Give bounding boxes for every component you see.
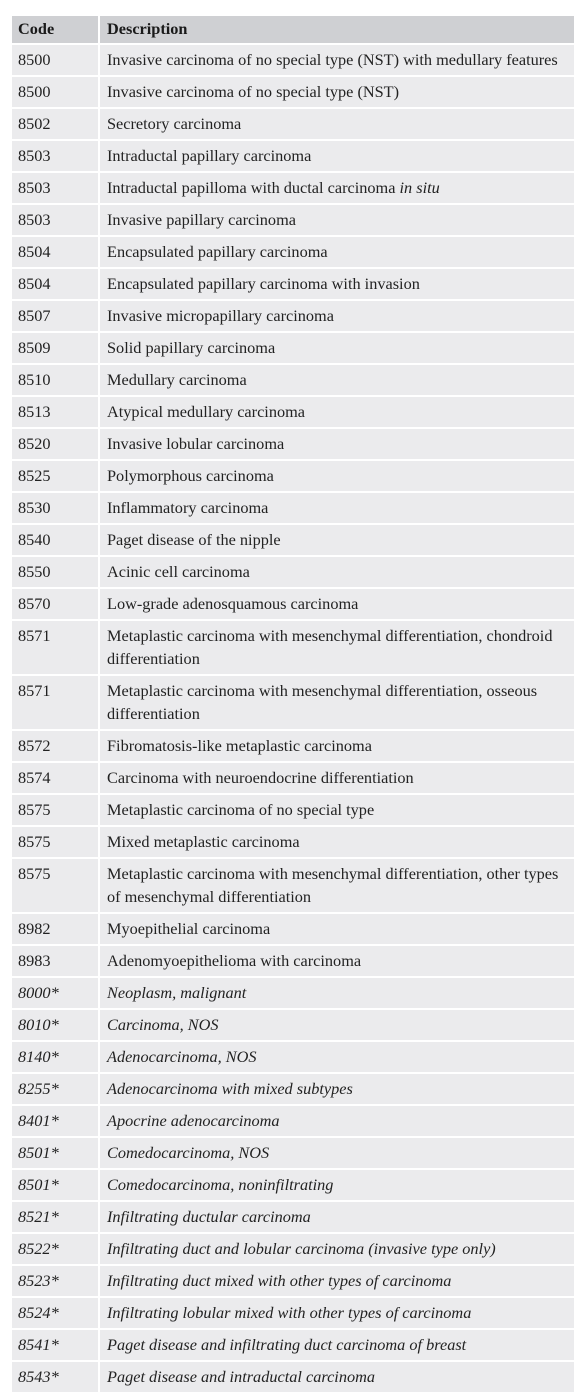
description-cell bbox=[100, 978, 574, 1008]
table-row bbox=[12, 397, 574, 427]
code-cell: 8550 bbox=[12, 557, 100, 587]
description-cell bbox=[100, 1266, 574, 1296]
code-cell: 8525 bbox=[12, 461, 100, 491]
table-row bbox=[12, 237, 574, 267]
code-cell: 8501* bbox=[12, 1170, 100, 1200]
description-text: Acinic cell carcinoma bbox=[107, 562, 250, 581]
table-row bbox=[12, 1234, 574, 1264]
table-row bbox=[12, 365, 574, 395]
description-cell bbox=[100, 1138, 574, 1168]
description-cell bbox=[100, 1330, 574, 1360]
description-cell bbox=[100, 676, 574, 729]
description-text: Myoepithelial carcinoma bbox=[107, 919, 271, 938]
code-cell: 8541* bbox=[12, 1330, 100, 1360]
description-text: Infiltrating ductular carcinoma bbox=[107, 1207, 311, 1226]
code-cell: 8575 bbox=[12, 795, 100, 825]
table-row bbox=[12, 1362, 574, 1392]
table-row bbox=[12, 914, 574, 944]
code-cell: 8982 bbox=[12, 914, 100, 944]
description-cell bbox=[100, 461, 574, 491]
code-cell: 8503 bbox=[12, 205, 100, 235]
code-cell: 8574 bbox=[12, 763, 100, 793]
description-text: Comedocarcinoma, noninfiltrating bbox=[107, 1175, 334, 1194]
table-row bbox=[12, 557, 574, 587]
description-text: Paget disease and intraductal carcinoma bbox=[107, 1367, 375, 1386]
description-cell bbox=[100, 589, 574, 619]
description-cell bbox=[100, 45, 574, 75]
code-cell: 8520 bbox=[12, 429, 100, 459]
description-cell bbox=[100, 173, 574, 203]
description-cell bbox=[100, 301, 574, 331]
table-row bbox=[12, 45, 574, 75]
description-text: Apocrine adenocarcinoma bbox=[107, 1111, 280, 1130]
description-cell bbox=[100, 77, 574, 107]
table-row bbox=[12, 946, 574, 976]
description-text: Atypical medullary carcinoma bbox=[107, 402, 306, 421]
table-row bbox=[12, 1106, 574, 1136]
description-column-header: Description bbox=[100, 16, 574, 43]
code-table bbox=[12, 14, 574, 1394]
table-row bbox=[12, 1330, 574, 1360]
description-text: Infiltrating duct and lobular carcinoma (invasive type only) bbox=[107, 1239, 496, 1258]
code-cell: 8983 bbox=[12, 946, 100, 976]
description-text: Neoplasm, malignant bbox=[107, 983, 247, 1002]
description-cell bbox=[100, 795, 574, 825]
description-text: Solid papillary carcinoma bbox=[107, 338, 276, 357]
description-cell bbox=[100, 763, 574, 793]
table-row bbox=[12, 827, 574, 857]
description-cell bbox=[100, 269, 574, 299]
table-row bbox=[12, 1202, 574, 1232]
code-cell: 8140* bbox=[12, 1042, 100, 1072]
table-row bbox=[12, 1010, 574, 1040]
code-cell: 8500 bbox=[12, 77, 100, 107]
description-text: Paget disease of the nipple bbox=[107, 530, 281, 549]
description-text: Metaplastic carcinoma with mesenchymal differentiation, chondroid differentiation bbox=[107, 626, 553, 668]
description-cell bbox=[100, 1170, 574, 1200]
description-cell bbox=[100, 1042, 574, 1072]
table-row bbox=[12, 269, 574, 299]
description-text: Infiltrating lobular mixed with other types of carcinoma bbox=[107, 1303, 472, 1322]
description-text: Carcinoma, NOS bbox=[107, 1015, 219, 1034]
code-cell: 8570 bbox=[12, 589, 100, 619]
description-cell bbox=[100, 1298, 574, 1328]
code-cell: 8503 bbox=[12, 141, 100, 171]
code-cell: 8507 bbox=[12, 301, 100, 331]
description-text: Metaplastic carcinoma of no special type bbox=[107, 800, 375, 819]
table-row bbox=[12, 676, 574, 729]
description-cell bbox=[100, 946, 574, 976]
description-text: Invasive papillary carcinoma bbox=[107, 210, 296, 229]
description-cell bbox=[100, 621, 574, 674]
description-cell bbox=[100, 1202, 574, 1232]
table-row bbox=[12, 731, 574, 761]
table-row bbox=[12, 859, 574, 912]
code-cell: 8500 bbox=[12, 45, 100, 75]
code-cell: 8523* bbox=[12, 1266, 100, 1296]
description-text: Secretory carcinoma bbox=[107, 114, 242, 133]
code-cell: 8571 bbox=[12, 621, 100, 674]
description-cell bbox=[100, 1074, 574, 1104]
table-row bbox=[12, 525, 574, 555]
code-cell: 8572 bbox=[12, 731, 100, 761]
description-text: Adenocarcinoma with mixed subtypes bbox=[107, 1079, 353, 1098]
description-text: Metaplastic carcinoma with mesenchymal differentiation, other types of mesenchymal differentiation bbox=[107, 864, 559, 906]
description-cell bbox=[100, 141, 574, 171]
description-cell bbox=[100, 1010, 574, 1040]
description-cell bbox=[100, 1106, 574, 1136]
table-body bbox=[12, 45, 574, 1392]
code-cell: 8543* bbox=[12, 1362, 100, 1392]
description-text: Adenocarcinoma, NOS bbox=[107, 1047, 257, 1066]
description-text: Encapsulated papillary carcinoma bbox=[107, 242, 328, 261]
description-cell bbox=[100, 109, 574, 139]
description-cell bbox=[100, 827, 574, 857]
code-cell: 8530 bbox=[12, 493, 100, 523]
table-row bbox=[12, 493, 574, 523]
table-row bbox=[12, 141, 574, 171]
description-text: Paget disease and infiltrating duct carcinoma of breast bbox=[107, 1335, 467, 1354]
description-italic-text: in situ bbox=[399, 178, 440, 197]
code-cell: 8504 bbox=[12, 237, 100, 267]
table-row bbox=[12, 301, 574, 331]
code-cell: 8509 bbox=[12, 333, 100, 363]
code-cell: 8524* bbox=[12, 1298, 100, 1328]
description-cell bbox=[100, 557, 574, 587]
code-cell: 8501* bbox=[12, 1138, 100, 1168]
code-cell: 8503 bbox=[12, 173, 100, 203]
table-row bbox=[12, 1298, 574, 1328]
description-text: Infiltrating duct mixed with other types of carcinoma bbox=[107, 1271, 452, 1290]
code-cell: 8522* bbox=[12, 1234, 100, 1264]
description-text: Encapsulated papillary carcinoma with invasion bbox=[107, 274, 420, 293]
description-cell bbox=[100, 731, 574, 761]
description-cell bbox=[100, 205, 574, 235]
table-row bbox=[12, 109, 574, 139]
table-row bbox=[12, 589, 574, 619]
code-cell: 8401* bbox=[12, 1106, 100, 1136]
description-cell bbox=[100, 333, 574, 363]
table-row bbox=[12, 333, 574, 363]
table-row bbox=[12, 1074, 574, 1104]
description-text: Invasive micropapillary carcinoma bbox=[107, 306, 334, 325]
description-cell bbox=[100, 525, 574, 555]
code-cell: 8571 bbox=[12, 676, 100, 729]
table-header-row bbox=[12, 16, 574, 43]
code-cell: 8513 bbox=[12, 397, 100, 427]
table-row bbox=[12, 1266, 574, 1296]
code-column-header: Code bbox=[12, 16, 100, 43]
table-row bbox=[12, 1170, 574, 1200]
description-text: Comedocarcinoma, NOS bbox=[107, 1143, 270, 1162]
table-row bbox=[12, 77, 574, 107]
code-cell: 8521* bbox=[12, 1202, 100, 1232]
table-row bbox=[12, 205, 574, 235]
description-text: Inflammatory carcinoma bbox=[107, 498, 269, 517]
code-cell: 8575 bbox=[12, 827, 100, 857]
description-text: Metaplastic carcinoma with mesenchymal differentiation, osseous differentiation bbox=[107, 681, 538, 723]
code-cell: 8575 bbox=[12, 859, 100, 912]
table-row bbox=[12, 621, 574, 674]
description-cell bbox=[100, 1362, 574, 1392]
table-row bbox=[12, 461, 574, 491]
description-text: Invasive carcinoma of no special type (NST) bbox=[107, 82, 400, 101]
description-text: Medullary carcinoma bbox=[107, 370, 247, 389]
description-text: Carcinoma with neuroendocrine differentiation bbox=[107, 768, 414, 787]
description-text: Intraductal papillary carcinoma bbox=[107, 146, 312, 165]
description-cell bbox=[100, 365, 574, 395]
description-text: Intraductal papilloma with ductal carcinoma bbox=[107, 178, 400, 197]
description-cell bbox=[100, 914, 574, 944]
description-text: Mixed metaplastic carcinoma bbox=[107, 832, 300, 851]
description-cell bbox=[100, 859, 574, 912]
table-row bbox=[12, 763, 574, 793]
description-cell bbox=[100, 237, 574, 267]
code-cell: 8010* bbox=[12, 1010, 100, 1040]
table-row bbox=[12, 978, 574, 1008]
description-text: Invasive carcinoma of no special type (NST) with medullary features bbox=[107, 50, 558, 69]
description-cell bbox=[100, 429, 574, 459]
description-cell bbox=[100, 397, 574, 427]
code-cell: 8000* bbox=[12, 978, 100, 1008]
description-cell bbox=[100, 1234, 574, 1264]
table-row bbox=[12, 1138, 574, 1168]
table-row bbox=[12, 429, 574, 459]
table-row bbox=[12, 173, 574, 203]
table-row bbox=[12, 795, 574, 825]
description-text: Fibromatosis-like metaplastic carcinoma bbox=[107, 736, 372, 755]
table-row bbox=[12, 1042, 574, 1072]
description-text: Adenomyoepithelioma with carcinoma bbox=[107, 951, 362, 970]
code-cell: 8502 bbox=[12, 109, 100, 139]
code-cell: 8540 bbox=[12, 525, 100, 555]
code-cell: 8510 bbox=[12, 365, 100, 395]
description-text: Invasive lobular carcinoma bbox=[107, 434, 285, 453]
description-cell bbox=[100, 493, 574, 523]
description-text: Low-grade adenosquamous carcinoma bbox=[107, 594, 359, 613]
description-text: Polymorphous carcinoma bbox=[107, 466, 274, 485]
code-cell: 8255* bbox=[12, 1074, 100, 1104]
code-cell: 8504 bbox=[12, 269, 100, 299]
